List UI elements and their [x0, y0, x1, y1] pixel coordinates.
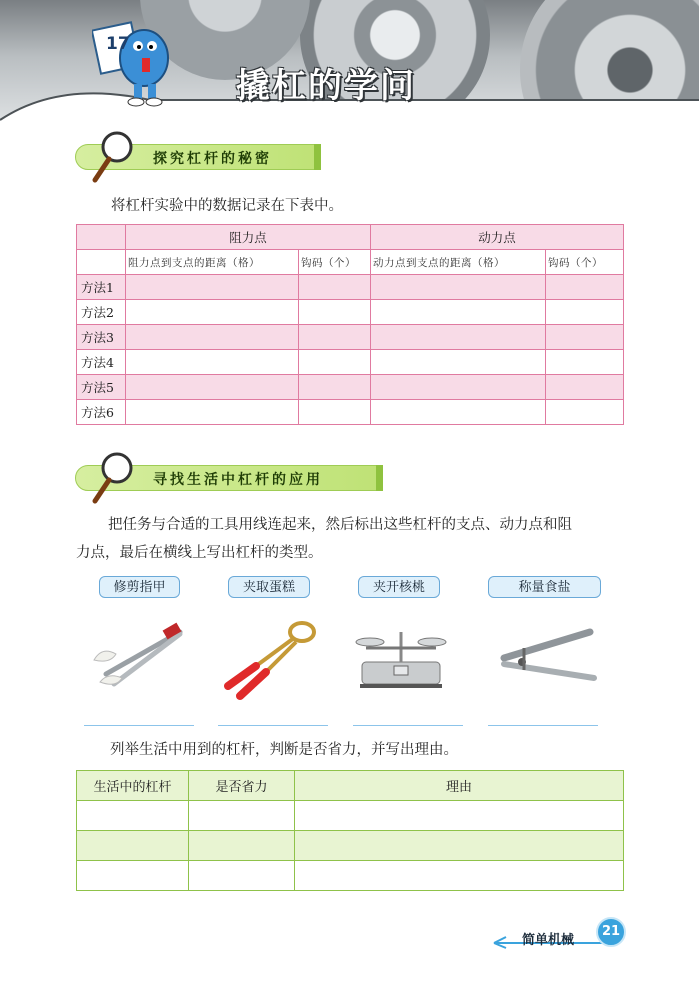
table-row	[77, 350, 624, 375]
task-label-trim-nails[interactable]: 修剪指甲	[99, 576, 180, 598]
answer-line[interactable]	[353, 725, 463, 726]
input-cell[interactable]	[189, 861, 295, 891]
instruction-text: 将杠杆实验中的数据记录在下表中。	[111, 198, 343, 214]
input-cell[interactable]	[371, 375, 546, 400]
table-row	[77, 300, 624, 325]
row-label: 方法1	[77, 275, 126, 300]
resistance-point-header: 阻力点	[126, 225, 371, 250]
instruction-text-line1: 把任务与合适的工具用线连起来，然后标出这些杠杆的支点、动力点和阻	[108, 517, 572, 533]
input-cell[interactable]	[77, 801, 189, 831]
row-label: 方法2	[77, 300, 126, 325]
chapter-number: 17	[106, 34, 130, 54]
effort-point-header: 动力点	[371, 225, 624, 250]
input-cell[interactable]	[546, 375, 624, 400]
input-cell[interactable]	[189, 801, 295, 831]
mascot-icon	[92, 18, 184, 110]
section-header-applications	[75, 462, 383, 494]
page-number: 21	[596, 917, 626, 947]
balance-scale-icon[interactable]	[346, 612, 456, 702]
section-header-explore	[75, 141, 321, 173]
instruction-text-line2: 力点，最后在横线上写出杠杆的类型。	[76, 545, 323, 561]
input-cell[interactable]	[299, 400, 371, 425]
magnifier-icon	[89, 130, 139, 184]
column-header: 是否省力	[189, 771, 295, 801]
input-cell[interactable]	[189, 831, 295, 861]
chapter-title: 撬杠的学问	[236, 66, 416, 106]
answer-line[interactable]	[84, 725, 194, 726]
table-row	[77, 801, 624, 831]
input-cell[interactable]	[299, 375, 371, 400]
table-row	[77, 400, 624, 425]
input-cell[interactable]	[299, 350, 371, 375]
column-header: 钩码（个）	[546, 250, 624, 275]
input-cell[interactable]	[371, 300, 546, 325]
row-label: 方法6	[77, 400, 126, 425]
task-label-pick-cake[interactable]: 夹取蛋糕	[228, 576, 310, 598]
task-label-weigh-salt[interactable]: 称量食盐	[488, 576, 601, 598]
nutcracker-icon[interactable]	[216, 612, 326, 702]
input-cell[interactable]	[126, 350, 299, 375]
list-instruction-text: 列举生活中用到的杠杆，判断是否省力，并写出理由。	[110, 742, 458, 758]
input-cell[interactable]	[126, 400, 299, 425]
unit-title: 简单机械	[522, 933, 575, 948]
answer-line[interactable]	[488, 725, 598, 726]
input-cell[interactable]	[77, 831, 189, 861]
row-label: 方法5	[77, 375, 126, 400]
input-cell[interactable]	[126, 325, 299, 350]
table-corner	[77, 225, 126, 250]
table-row	[77, 375, 624, 400]
tongs-icon[interactable]	[86, 612, 196, 702]
table-row	[77, 325, 624, 350]
section-title: 探究杠杆的秘密	[153, 151, 272, 167]
task-label-crack-walnut[interactable]: 夹开核桃	[358, 576, 440, 598]
lever-data-table	[76, 224, 624, 425]
input-cell[interactable]	[77, 861, 189, 891]
input-cell[interactable]	[546, 350, 624, 375]
input-cell[interactable]	[295, 861, 624, 891]
input-cell[interactable]	[546, 400, 624, 425]
input-cell[interactable]	[371, 325, 546, 350]
row-label: 方法3	[77, 325, 126, 350]
table-row	[77, 275, 624, 300]
input-cell[interactable]	[546, 325, 624, 350]
input-cell[interactable]	[546, 300, 624, 325]
column-header: 钩码（个）	[299, 250, 371, 275]
answer-line[interactable]	[218, 725, 328, 726]
input-cell[interactable]	[371, 400, 546, 425]
row-label: 方法4	[77, 350, 126, 375]
lever-examples-table	[76, 770, 624, 891]
input-cell[interactable]	[295, 831, 624, 861]
input-cell[interactable]	[126, 375, 299, 400]
input-cell[interactable]	[126, 300, 299, 325]
input-cell[interactable]	[299, 300, 371, 325]
input-cell[interactable]	[126, 275, 299, 300]
column-header: 动力点到支点的距离（格）	[371, 250, 546, 275]
table-row	[77, 861, 624, 891]
input-cell[interactable]	[371, 350, 546, 375]
column-header: 理由	[295, 771, 624, 801]
section-title: 寻找生活中杠杆的应用	[153, 472, 323, 488]
nail-clipper-icon[interactable]	[490, 612, 600, 702]
input-cell[interactable]	[546, 275, 624, 300]
column-header: 生活中的杠杆	[77, 771, 189, 801]
input-cell[interactable]	[299, 275, 371, 300]
table-row	[77, 831, 624, 861]
magnifier-icon	[89, 451, 139, 505]
input-cell[interactable]	[299, 325, 371, 350]
column-header: 阻力点到支点的距离（格）	[126, 250, 299, 275]
input-cell[interactable]	[295, 801, 624, 831]
input-cell[interactable]	[371, 275, 546, 300]
